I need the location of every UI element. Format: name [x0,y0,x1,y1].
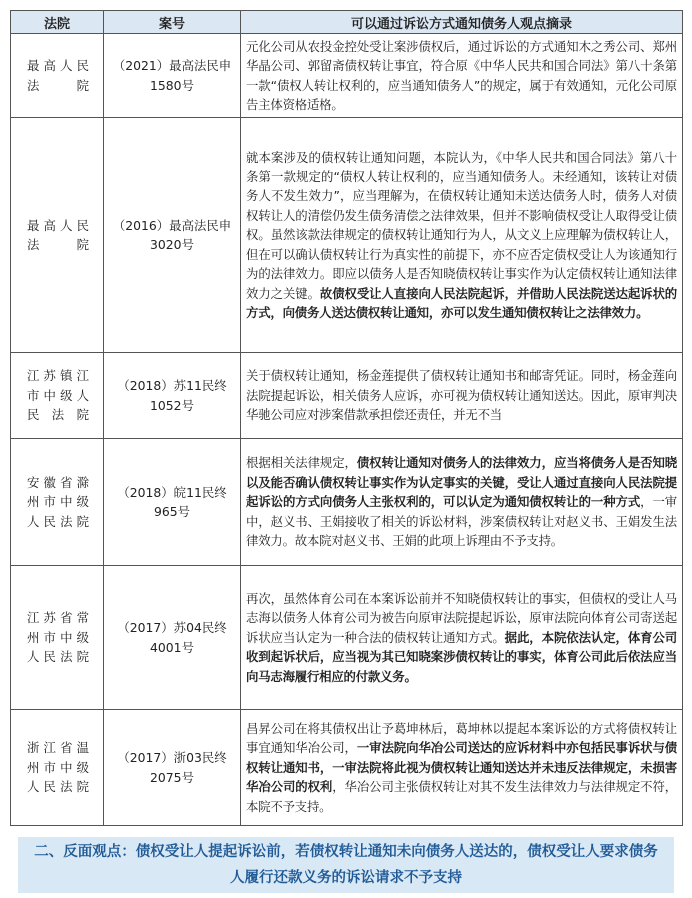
case-number: （2021）最高法民申1580号 [104,34,241,118]
table-row [11,353,683,439]
opposing-view-banner: 二、反面观点：债权受让人提起诉讼前，若债权转让通知未向债务人送达的，债权受让人要求债务人履行还款义务的诉讼请求不予支持 [18,837,674,893]
opinion-summary [241,353,683,439]
summary-segment: 关于债权转让通知，杨金莲提供了债权转让通知书和邮寄凭证。同时，杨金莲向法院提起诉讼，相关债务人应诉，亦可视为债权转让通知送达。因此，原审判决华驰公司应对涉案借款承担偿还责任，并无不当 [246,368,677,423]
summary-bold-segment: 据此，本院依法认定，体育公司收到起诉状后，应当视为其已知晓案涉债权转让的事实，体育公司此后依法应当向马志海履行相应的付款义务。 [246,629,677,684]
opinion-summary [241,710,683,826]
summary-bold-segment: 一审法院向华冶公司送达的应诉材料中亦包括民事诉状与债权转让通知书，一审法院将此视为债权转让通知送达并未违反法律规定，未损害华冶公司的权利 [246,740,677,795]
case-table [10,10,683,826]
table-row [11,34,683,118]
opinion-summary [241,34,683,118]
summary-bold-segment: 故债权受让人直接向人民法院起诉，并借助人民法院送达起诉状的方式，向债务人送达债权转让通知，亦可以发生通知债权转让之法律效力。 [246,285,677,320]
court-name: 安徽省滁州市中级人民法院 [11,439,104,566]
header-court: 法院 [11,11,104,34]
court-name: 江苏镇江市中级人民法院 [11,353,104,439]
case-number: （2018）苏11民终1052号 [104,353,241,439]
summary-segment: 再次，虽然体育公司在本案诉讼前并不知晓债权转让的事实，但债权的受让人马志海以债务人体育公司为被告向原审法院提起诉讼，原审法院向体育公司寄送起诉状应当认定为一种合法的债权转让通知方式。 [246,590,677,645]
table-row [11,566,683,710]
court-name: 最高人民法院 [11,118,104,353]
summary-segment: ，华冶公司主张债权转让对其不发生法律效力与法律规定不符，本院不予支持。 [246,779,677,814]
header-summary: 可以通过诉讼方式通知债务人观点摘录 [241,11,683,34]
case-number: （2017）浙03民终2075号 [104,710,241,826]
summary-bold-segment: 债权转让通知对债务人的法律效力，应当将债务人是否知晓以及能否确认债权转让事实作为认定事实的关键，受让人通过直接向人民法院提起诉讼的方式向债务人主张权利的，可以认定为通知债权转让的一种方式 [246,455,677,510]
case-number: （2018）皖11民终965号 [104,439,241,566]
court-name: 最高人民法院 [11,34,104,118]
table-header-row [11,11,683,34]
court-name: 江苏省常州市中级人民法院 [11,566,104,710]
case-number: （2017）苏04民终4001号 [104,566,241,710]
summary-segment: 根据相关法律规定， [246,455,357,471]
case-number: （2016）最高法民申3020号 [104,118,241,353]
opinion-summary [241,566,683,710]
summary-segment: 昌昇公司在将其债权出让予葛坤林后，葛坤林以提起本案诉讼的方式将债权转让事宜通知华冶公司， [246,720,677,756]
summary-segment: 元化公司从农投金控处受让案涉债权后，通过诉讼的方式通知木之秀公司、郑州华晶公司、郭留斋债权转让事宜，符合原《中华人民共和国合同法》第八十条第一款“债权人转让权利的，应当通知债务人”的规定，属于有效通知，元化公司原告主体资格适格。 [246,38,677,112]
court-name: 浙江省温州市中级人民法院 [11,710,104,826]
table-row [11,439,683,566]
table-row [11,710,683,826]
table-row [11,118,683,353]
opinion-summary [241,439,683,566]
summary-segment: 就本案涉及的债权转让通知问题，本院认为，《中华人民共和国合同法》第八十条第一款规定的“债权人转让权利的，应当通知债务人。未经通知，该转让对债务人不发生效力”，应当理解为，在债权转让通知未送达债务人时，债务人对债权转让人的清偿仍发生债务清偿之法律效果，但并不影响债权受让人取得受让债权。虽然该款法律规定的债权转让通知行为人，从文义上应理解为债权转让人，但在可以确认债权转让行为真实性的前提下，亦不应否定债权受让人为该通知行为的法律效力。即应以债务人是否知晓债权转让事实作为认定债权转让通知法律效力之关键。 [246,149,677,301]
summary-segment: ，一审中，赵义书、王娟接收了相关的诉讼材料，涉案债权转让对赵义书、王娟发生法律效力。故本院对赵义书、王娟的此项上诉理由不予支持。 [246,494,677,549]
opinion-summary [241,118,683,353]
header-case-number: 案号 [104,11,241,34]
